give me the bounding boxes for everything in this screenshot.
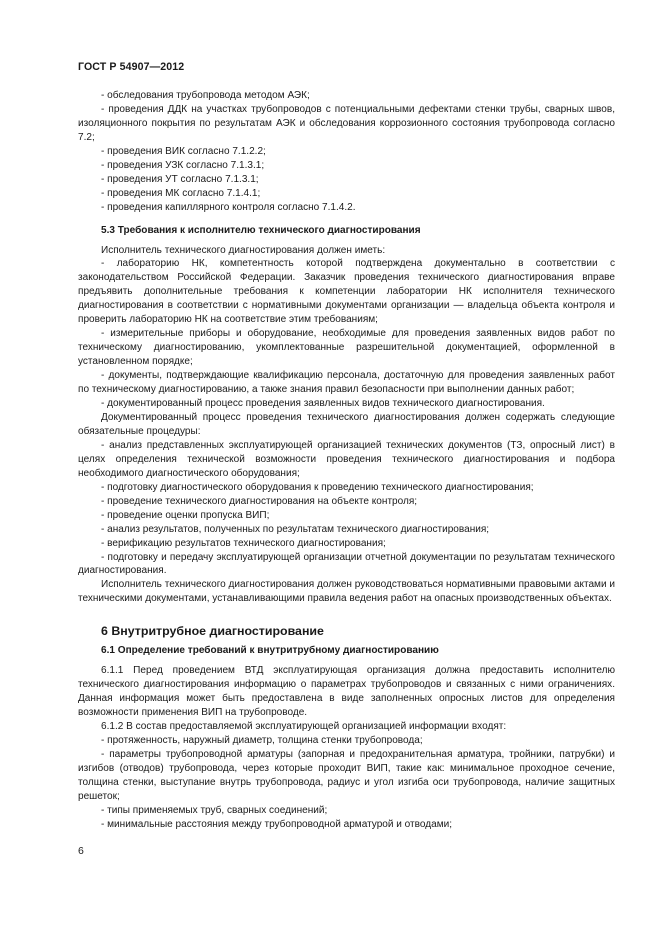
paragraph: Документированный процесс проведения технического диагностирования должен содержать следующие обязательные процедуры:: [78, 411, 615, 437]
list-item: - протяженность, наружный диаметр, толщина стенки трубопровода;: [101, 735, 423, 747]
paragraph: 6.1.2 В состав предоставляемой эксплуатирующей организацией информации входят:: [101, 721, 507, 733]
list-item: - параметры трубопроводной арматуры (запорная и предохранительная арматура, тройники, патрубки) и изгибов (отводов) трубопровода, через которые проходит ВИП, такие как: минимальное проходное сечение, толщина стенки, выступание внутрь трубопровода, радиус и угол изгиба оси трубопровода, наличие защитных решеток;: [78, 748, 615, 802]
list-item: - измерительные приборы и оборудование, необходимые для проведения заявленных видов работ по техническому диагностированию, укомплектованные разрешительной документацией, оформленной в установленном порядке;: [78, 328, 615, 368]
list-item: - документы, подтверждающие квалификацию персонала, достаточную для проведения заявленных работ по техническому диагностированию, а также знания правил безопасности при выполнении данных работ;: [78, 370, 615, 396]
list-item: - верификацию результатов технического диагностирования;: [101, 537, 386, 549]
list-item: - проведения ВИК согласно 7.1.2.2;: [101, 145, 266, 157]
list-item: - типы применяемых труб, сварных соединений;: [101, 804, 328, 816]
list-item: - анализ представленных эксплуатирующей организацией технических документов (ТЗ, опросный лист) в целях определения технической возможности проведения технического диагностирования и подбора необходимого диагностического оборудования;: [78, 439, 615, 479]
document-body: [78, 89, 615, 832]
page-number: 6: [78, 845, 84, 857]
list-item: - подготовку диагностического оборудования к проведению технического диагностирования;: [101, 481, 534, 493]
list-item: - проведение оценки пропуска ВИП;: [101, 509, 270, 521]
list-item: - подготовку и передачу эксплуатирующей организации отчетной документации по результатам технического диагностирования.: [78, 551, 615, 577]
list-item: - лабораторию НК, компетентность которой подтверждена документально в соответствии с законодательством Российской Федерации. Заказчик проведения технического диагностирования вправе предъявить дополнительные требования к компетенции лаборатории НК исполнителя технического диагностирования в соответствии с нормативными документами организации — владельца объекта контроля и проверить лабораторию НК на соответствие этим требованиям;: [78, 258, 615, 326]
paragraph: 6.1.1 Перед проведением ВТД эксплуатирующая организация должна предоставить исполнителю технического диагностирования информацию о параметрах трубопроводов и связанных с ними ограничениях. Данная информация может быть предоставлена в виде заполненных опросных листов для определения возможности применения ВИП на трубопроводе.: [78, 665, 615, 719]
list-item: - проведения УТ согласно 7.1.3.1;: [101, 173, 259, 185]
section-heading-5-3: 5.3 Требования к исполнителю технического диагностирования: [101, 224, 421, 236]
list-item: - проведения ДДК на участках трубопроводов с потенциальными дефектами стенки трубы, сварных швов, изоляционного покрытия по результатам АЭК и обследования коррозионного состояния трубопровода согласно 7.2;: [78, 103, 615, 143]
list-item: - обследования трубопровода методом АЭК;: [101, 90, 310, 101]
document-header: ГОСТ Р 54907—2012: [78, 61, 185, 73]
list-item: - анализ результатов, полученных по результатам технического диагностирования;: [101, 523, 490, 535]
list-item: - проведения УЗК согласно 7.1.3.1;: [101, 159, 265, 171]
list-item: - проведения капиллярного контроля согласно 7.1.4.2.: [101, 201, 356, 213]
section-heading-6-1: 6.1 Определение требований к внутритрубному диагностированию: [101, 645, 439, 657]
section-heading-6: 6 Внутритрубное диагностирование: [101, 624, 324, 639]
list-item: - документированный процесс проведения заявленных видов технического диагностирования.: [101, 398, 545, 410]
paragraph: Исполнитель технического диагностирования должен руководствоваться нормативными правовыми актами и техническими документами, устанавливающими правила ведения работ на опасных производственных объектах.: [78, 579, 615, 605]
list-item: - минимальные расстояния между трубопроводной арматурой и отводами;: [101, 818, 453, 830]
list-item: - проведения МК согласно 7.1.4.1;: [101, 187, 261, 199]
paragraph: Исполнитель технического диагностирования должен иметь:: [101, 244, 386, 256]
list-item: - проведение технического диагностирования на объекте контроля;: [101, 495, 418, 507]
